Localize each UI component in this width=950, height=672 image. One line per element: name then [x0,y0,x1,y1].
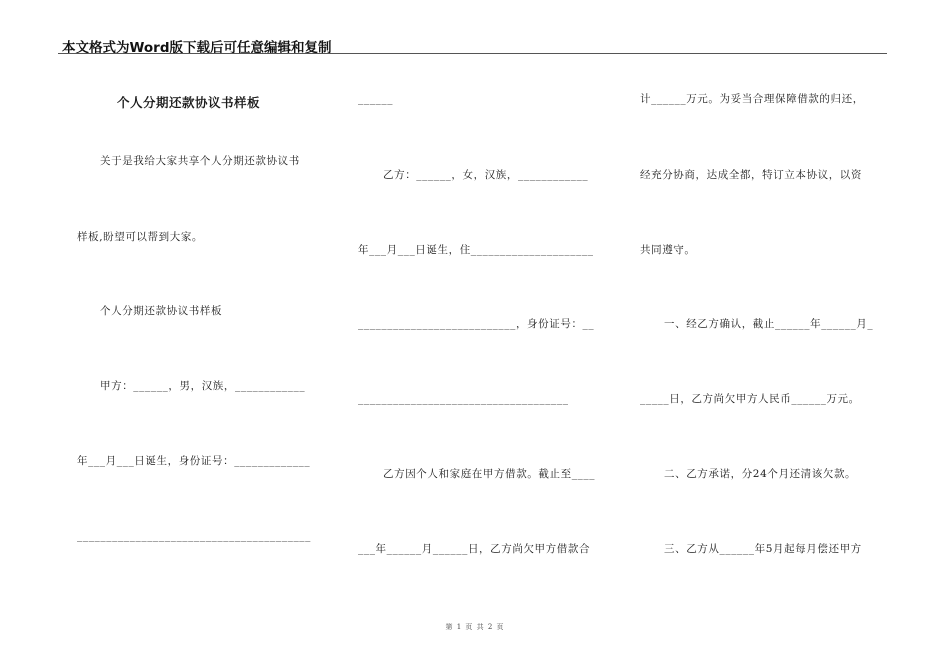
document-header: 本文格式为Word版下载后可任意编辑和复制 [62,40,332,56]
col1-line-4: 甲方：______，男，汉族，____________ [100,380,306,392]
col2-line-1: ______ [358,93,394,105]
col3-line-2: 经充分协商，达成全都，特订立本协议，以资 [640,169,862,181]
col1-line-1: 关于是我给大家共享个人分期还款协议书 [100,155,300,167]
col3-line-1: 计______万元。为妥当合理保障借款的归还， [640,93,864,105]
col3-line-5: _____日，乙方尚欠甲方人民币______万元。 [640,393,860,405]
col1-line-5: 年___月___日诞生，身份证号：_____________ [77,455,311,467]
col3-line-4: 一、经乙方确认，截止______年______月_ [664,318,874,330]
document-title: 个人分期还款协议书样板 [117,95,261,110]
header-divider [58,53,887,54]
col2-line-3: 年___月___日诞生，住_____________________ [358,244,594,256]
page-number: 第 1 页 共 2 页 [445,623,505,631]
col2-line-4: ___________________________，身份证号：__ [358,318,595,330]
col1-line-3: 个人分期还款协议书样板 [100,305,223,317]
col2-line-2: 乙方：______，女，汉族，____________ [383,169,589,181]
col3-line-7: 三、乙方从______年5月起每月偿还甲方 [664,543,862,555]
col1-line-2: 样板,盼望可以帮到大家。 [77,231,204,243]
col3-line-6: 二、乙方承诺，分24个月还清该欠款。 [664,468,857,480]
col2-line-5: ____________________________________ [358,393,569,405]
col3-line-3: 共同遵守。 [640,244,696,256]
col2-line-6: 乙方因个人和家庭在甲方借款。截止至____ [383,468,596,480]
col1-line-6: ________________________________________ [77,530,311,542]
col2-line-7: ___年______月______日，乙方尚欠甲方借款合 [358,543,591,555]
